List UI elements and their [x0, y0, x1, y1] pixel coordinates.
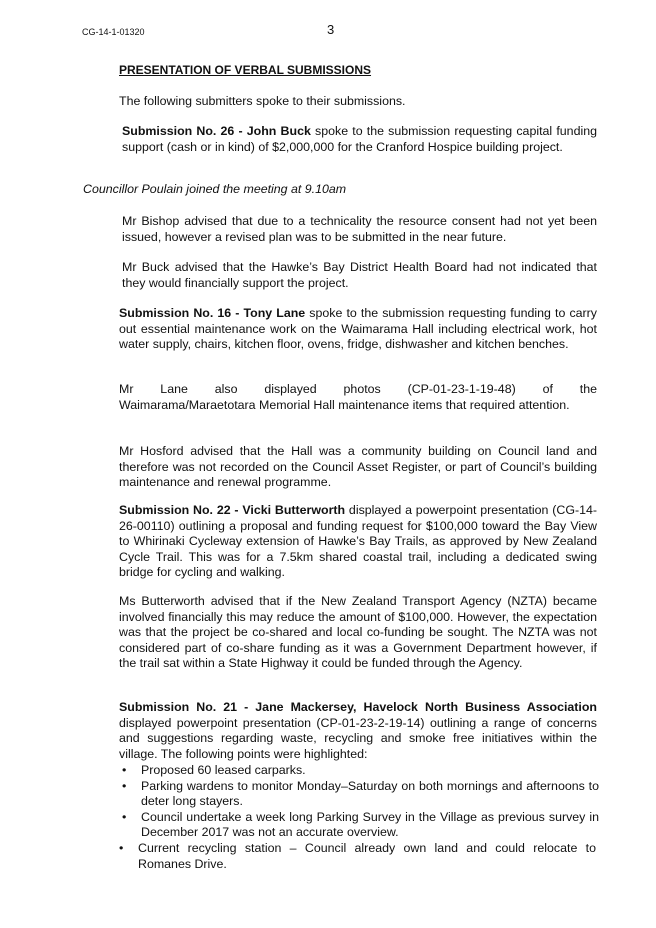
bullet-glyph: •	[122, 763, 127, 777]
submission-16-paragraph	[119, 306, 597, 353]
bishop-paragraph: Mr Bishop advised that due to a technicality the resource consent had not yet been issued, however a revised plan was to be submitted in the near future.	[122, 214, 597, 244]
submission-21-title: Submission No. 21 - Jane Mackersey, Havelock North Business Association	[119, 700, 597, 714]
submission-26-text: spoke to the submission requesting capital funding support (cash or in kind) of $2,000,000 for the Cranford Hospice building project.	[122, 124, 598, 154]
intro-paragraph: The following submitters spoke to their submissions.	[119, 94, 406, 108]
page-number: 3	[327, 22, 335, 37]
list-item: • Proposed 60 leased carparks.	[122, 763, 306, 777]
submission-22-paragraph	[119, 503, 597, 581]
list-item: • Current recycling station – Council already own land and could relocate to Romanes Drive.	[119, 840, 596, 871]
submission-21-text: displayed powerpoint presentation (CP-01-23-2-19-14) outlining a range of concerns and suggestions regarding waste, recycling and smoke free initiatives within the village. The following points were highlighted:	[119, 715, 597, 761]
submission-26-title: Submission No. 26 - John Buck	[122, 124, 311, 138]
buck-paragraph: Mr Buck advised that the Hawke’s Bay District Health Board had not indicated that they would financially support the project.	[122, 260, 597, 290]
submission-21-paragraph	[119, 700, 597, 762]
bullet-glyph: •	[122, 778, 127, 793]
submission-22-title: Submission No. 22 - Vicki Butterworth	[119, 503, 346, 517]
section-heading: PRESENTATION OF VERBAL SUBMISSIONS	[119, 63, 372, 77]
bullet-glyph: •	[122, 809, 127, 824]
bullet-glyph: •	[119, 840, 124, 855]
list-item: • Parking wardens to monitor Monday–Saturday on both mornings and afternoons to deter long stayers.	[122, 778, 599, 809]
councillor-joined-note: Councillor Poulain joined the meeting at 9.10am	[83, 182, 347, 196]
bullet-list	[119, 763, 599, 872]
hosford-paragraph: Mr Hosford advised that the Hall was a community building on Council land and therefore was not recorded on the Council Asset Register, or part of Council’s building maintenance and renewal programme.	[119, 444, 597, 490]
submission-16-text: spoke to the submission requesting funding to carry out essential maintenance work on the Waimarama Hall including electrical work, hot water supply, chairs, kitchen floor, ovens, fridge, dishwasher and kitchen benches.	[119, 306, 597, 352]
lane-photos-rest: Waimarama/Maraetotara Memorial Hall maintenance items that required attention.	[119, 398, 570, 412]
butterworth-paragraph: Ms Butterworth advised that if the New Zealand Transport Agency (NZTA) became involved financially this may reduce the amount of $100,000. However, the expectation was that the project be co-shared and local co-funding be sought. The NZTA was not considered part of co-share funding as it was a Government Department however, if the trail sat within a State Highway it could be funded through the Agency.	[119, 594, 597, 671]
submission-16-title: Submission No. 16 - Tony Lane	[119, 306, 306, 320]
submission-26-paragraph	[122, 124, 597, 155]
submission-22-text: displayed a powerpoint presentation (CG-14-26-00110) outlining a proposal and funding request for $100,000 toward the Bay View to Whirinaki Cycleway extension of Hawke’s Bay Trails, as approved by New Zealand Cycle Trail. This was for a 7.5km shared coastal trail, including a dedicated swing bridge for cycling and walking.	[119, 503, 598, 580]
document-reference: CG-14-1-01320	[82, 27, 145, 37]
lane-photos-line-1: Mr Lane also displayed photos (CP-01-23-1-19-48) of the	[119, 382, 597, 396]
list-item: • Council undertake a week long Parking Survey in the Village as previous survey in December 2017 was not an accurate overview.	[122, 809, 599, 840]
